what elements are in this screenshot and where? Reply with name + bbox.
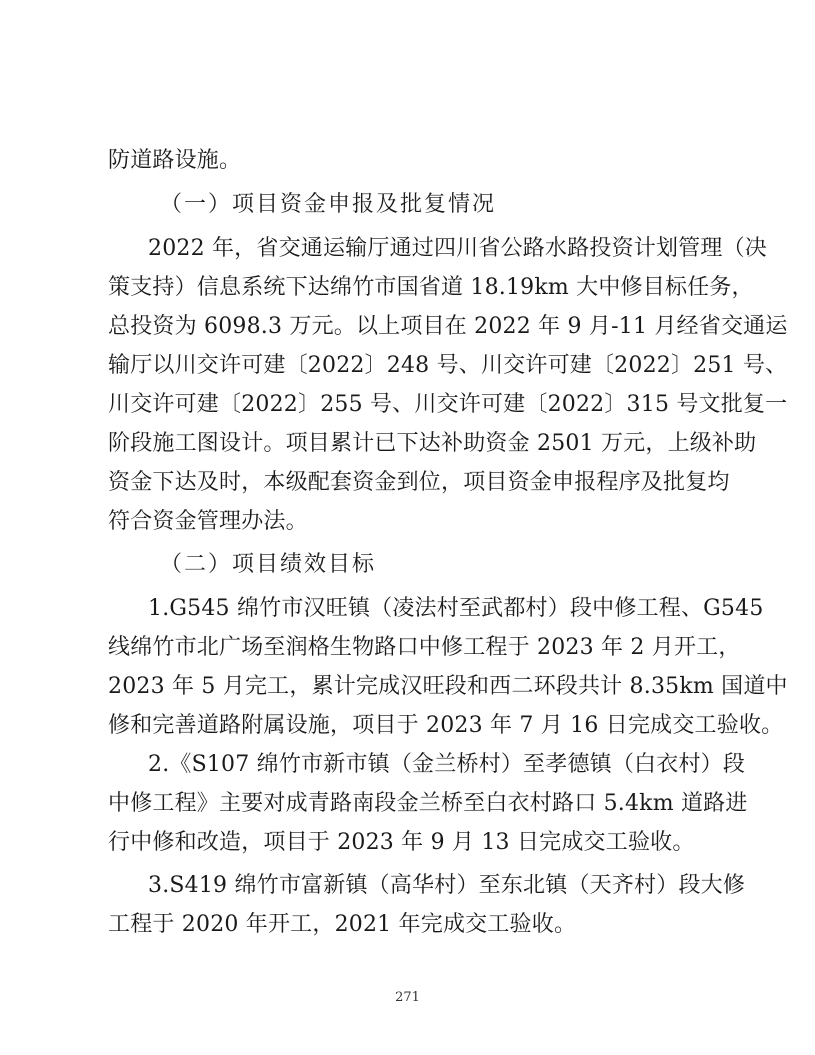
paragraph-line: 修和完善道路附属设施，项目于 2023 年 7 月 16 日完成交工验收。 bbox=[108, 713, 784, 738]
paragraph-line: 工程于 2020 年开工，2021 年完成交工验收。 bbox=[108, 912, 577, 937]
paragraph-line: 行中修和改造，项目于 2023 年 9 月 13 日完成交工验收。 bbox=[108, 830, 695, 855]
paragraph-line: 中修工程》主要对成青路南段金兰桥至白衣村路口 5.4km 道路进 bbox=[108, 791, 748, 816]
paragraph-line: 2022 年，省交通运输厅通过四川省公路水路投资计划管理（决 bbox=[148, 236, 767, 261]
paragraph-line: 策支持）信息系统下达绵竹市国省道 18.19km 大中修目标任务， bbox=[108, 275, 754, 300]
paragraph-line: 输厅以川交许可建〔2022〕248 号、川交许可建〔2022〕251 号、 bbox=[108, 353, 788, 378]
paragraph-line: 阶段施工图设计。项目累计已下达补助资金 2501 万元，上级补助 bbox=[108, 431, 757, 456]
paragraph-line: 线绵竹市北广场至润格生物路口中修工程于 2023 年 2 月开工， bbox=[108, 635, 741, 660]
paragraph-line: 资金下达及时，本级配套资金到位，项目资金申报程序及批复均 bbox=[108, 470, 730, 495]
paragraph-line: 3.S419 绵竹市富新镇（高华村）至东北镇（天齐村）段大修 bbox=[148, 873, 746, 898]
paragraph-line: 2.《S107 绵竹市新市镇（金兰桥村）至孝德镇（白衣村）段 bbox=[148, 752, 746, 777]
section-heading: （一）项目资金申报及批复情况 bbox=[160, 192, 497, 217]
page-number: 271 bbox=[395, 990, 420, 1005]
paragraph-line: 1.G545 绵竹市汉旺镇（凌法村至武都村）段中修工程、G545 bbox=[148, 596, 764, 621]
section-heading: （二）项目绩效目标 bbox=[160, 552, 377, 577]
paragraph-line: 防道路设施。 bbox=[108, 148, 242, 173]
paragraph-line: 2023 年 5 月完工，累计完成汉旺段和西二环段共计 8.35km 国道中 bbox=[108, 674, 788, 699]
paragraph-line: 符合资金管理办法。 bbox=[108, 509, 308, 534]
paragraph-line: 总投资为 6098.3 万元。以上项目在 2022 年 9 月-11 月经省交通运 bbox=[108, 314, 788, 339]
paragraph-line: 川交许可建〔2022〕255 号、川交许可建〔2022〕315 号文批复一 bbox=[108, 392, 788, 417]
